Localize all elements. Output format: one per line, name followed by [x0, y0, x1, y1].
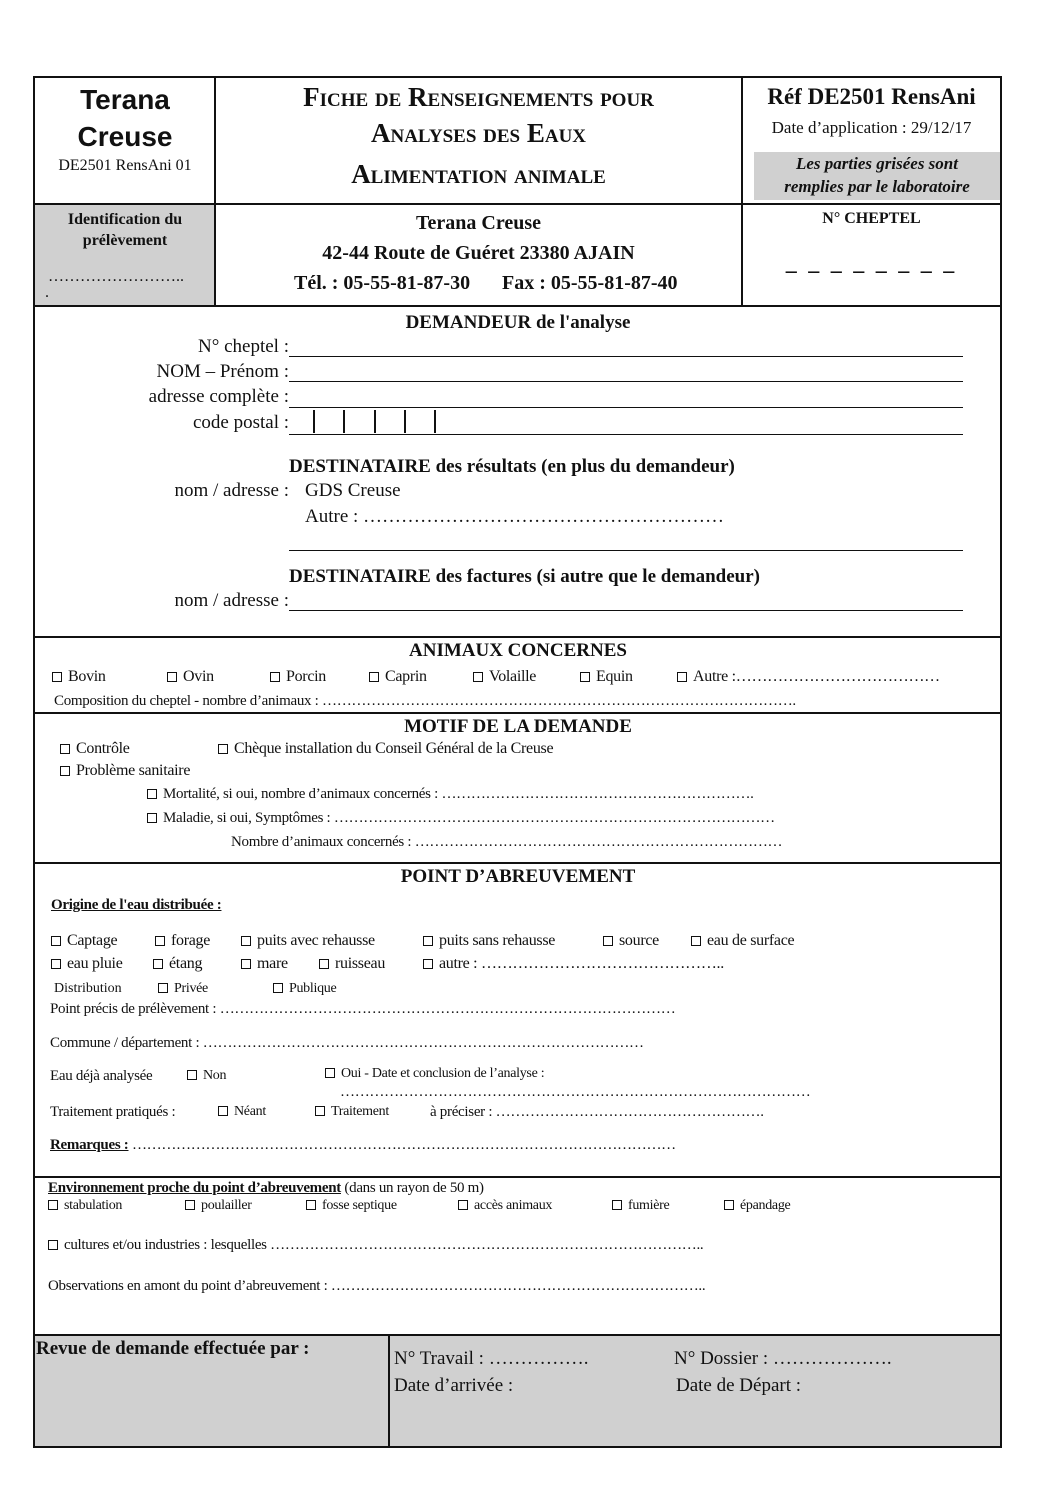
date-application: Date d’application : 29/12/17	[771, 118, 972, 137]
controle-checkbox[interactable]	[60, 744, 70, 754]
equin-checkbox[interactable]	[580, 672, 590, 682]
option-acces-animaux[interactable]: accès animaux	[458, 1198, 552, 1214]
option-volaille[interactable]: Volaille	[473, 668, 536, 686]
puits-sans-rehausse-checkbox[interactable]	[423, 936, 433, 946]
remarques-label: Remarques :	[50, 1137, 129, 1153]
environnement-title-bold: Environnement proche du point d’abreuvement	[48, 1180, 341, 1196]
motif-title: MOTIF DE LA DEMANDE	[404, 716, 632, 737]
demandeur-title-rest: de l'analyse	[531, 312, 631, 333]
org-code: DE2501 RensAni 01	[58, 157, 192, 174]
option-neant[interactable]: Néant	[218, 1104, 266, 1120]
revue-label: Revue de demande effectuée par :	[36, 1338, 310, 1359]
abreuvement-title: POINT D’ABREUVEMENT	[400, 866, 636, 887]
environnement-title-rest: (dans un rayon de 50 m)	[340, 1180, 484, 1196]
numero-dossier[interactable]: N° Dossier : ……………….	[674, 1348, 892, 1369]
code-postal-box-4	[404, 410, 406, 433]
form-title-line2: Analyses des Eaux	[370, 118, 587, 148]
traitement-checkbox[interactable]	[315, 1106, 325, 1116]
option-mortalite[interactable]: Mortalité, si oui, nombre d’animaux concernés : ……………………………………………………….	[147, 786, 754, 803]
option-cheque[interactable]: Chèque installation du Conseil Général de la Creuse	[218, 740, 553, 758]
lab-fax: Fax : 05-55-81-87-40	[502, 272, 678, 294]
cheptel-label-field: N° cheptel :	[198, 336, 289, 357]
lab-name: Terana Creuse	[416, 212, 541, 234]
option-cultures[interactable]: cultures et/ou industries : lesquelles ……………………………………………………………………………..	[48, 1237, 703, 1254]
volaille-checkbox[interactable]	[473, 672, 483, 682]
puits-rehausse-checkbox[interactable]	[241, 936, 251, 946]
demandeur-title	[35, 312, 1001, 334]
option-epandage[interactable]: épandage	[724, 1198, 790, 1214]
cheptel-blanks[interactable]: _ _ _ _ _ _ _ _	[785, 250, 958, 275]
code-postal-box-2	[343, 410, 345, 433]
autre-destinataire[interactable]: Autre : …………………………………………………	[305, 506, 725, 527]
caprin-checkbox[interactable]	[369, 672, 379, 682]
option-traitement[interactable]: Traitement	[315, 1104, 389, 1120]
nom-prenom-label: NOM – Prénom :	[156, 361, 289, 382]
non-checkbox[interactable]	[187, 1070, 197, 1080]
date-arrivee[interactable]: Date d’arrivée :	[394, 1375, 514, 1396]
option-forage[interactable]: forage	[155, 932, 210, 950]
remarques-dots: …………………………………………………………………………………………………	[128, 1137, 676, 1153]
adresse-field[interactable]	[289, 407, 963, 408]
nom-adresse2-label: nom / adresse :	[174, 590, 289, 611]
identification-label-line1: Identification du	[67, 211, 183, 228]
option-ovin[interactable]: Ovin	[167, 668, 214, 686]
option-autre-origine[interactable]: autre : ………………………………………..	[423, 955, 724, 973]
adresse-label: adresse complète :	[148, 386, 289, 407]
traitement-label: Traitement pratiqués :	[50, 1104, 176, 1120]
origine-label: Origine de l'eau distribuée :	[51, 897, 222, 913]
option-bovin[interactable]: Bovin	[52, 668, 106, 686]
stabulation-checkbox[interactable]	[48, 1200, 58, 1210]
option-captage[interactable]: Captage	[51, 932, 117, 950]
gds-creuse: GDS Creuse	[305, 480, 401, 501]
etang-checkbox[interactable]	[153, 959, 163, 969]
option-equin[interactable]: Equin	[580, 668, 633, 686]
acces-animaux-checkbox[interactable]	[458, 1200, 468, 1210]
commune-departement[interactable]: Commune / département : ………………………………………………………………………………	[50, 1035, 644, 1051]
composition-cheptel[interactable]: Composition du cheptel - nombre d’animaux : …………………………………………………………………………………….	[54, 693, 796, 709]
mortalite-checkbox[interactable]	[147, 789, 157, 799]
deja-analysee-label: Eau déjà analysée	[50, 1068, 153, 1084]
identification-dot: .	[45, 284, 49, 301]
dest-results-line[interactable]	[289, 550, 963, 551]
option-caprin[interactable]: Caprin	[369, 668, 427, 686]
code-postal-box-3	[374, 410, 376, 433]
option-eau-pluie[interactable]: eau pluie	[51, 955, 123, 973]
nom-prenom-field[interactable]	[289, 381, 963, 382]
option-puits-rehausse[interactable]: puits avec rehausse	[241, 932, 375, 950]
identification-label-line2: prélèvement	[82, 232, 168, 249]
code-postal-box-1	[313, 410, 315, 433]
animaux-title: ANIMAUX CONCERNES	[409, 640, 627, 661]
point-precis[interactable]: Point précis de prélèvement : …………………………………………………………………………………	[50, 1001, 676, 1017]
dest-factures-bold: DESTINATAIRE	[289, 566, 431, 587]
oui-dots[interactable]: ……………………………………………………………………………………	[340, 1084, 811, 1100]
eau-pluie-checkbox[interactable]	[51, 959, 61, 969]
distribution-label: Distribution	[54, 981, 122, 996]
identification-dots[interactable]: ……………………..	[48, 268, 184, 285]
mare-checkbox[interactable]	[241, 959, 251, 969]
option-stabulation[interactable]: stabulation	[48, 1198, 122, 1214]
demandeur-title-bold: DEMANDEUR	[405, 312, 532, 333]
option-source[interactable]: source	[603, 932, 659, 950]
dest-results-bold: DESTINATAIRE	[289, 456, 431, 477]
option-probleme[interactable]: Problème sanitaire	[60, 762, 190, 780]
fosse-septique-checkbox[interactable]	[306, 1200, 316, 1210]
environnement-title	[48, 1180, 484, 1197]
org-name-line1: Terana	[80, 84, 170, 115]
numero-travail[interactable]: N° Travail : …………….	[394, 1348, 589, 1369]
source-checkbox[interactable]	[603, 936, 613, 946]
ref-code: Réf DE2501 RensAni	[767, 84, 976, 109]
ruisseau-checkbox[interactable]	[319, 959, 329, 969]
publique-checkbox[interactable]	[273, 983, 283, 993]
forage-checkbox[interactable]	[155, 936, 165, 946]
grey-note-line2: remplies par le laboratoire	[784, 177, 970, 196]
cultures-checkbox[interactable]	[48, 1240, 58, 1250]
privee-checkbox[interactable]	[158, 983, 168, 993]
option-poulailler[interactable]: poulailler	[185, 1198, 252, 1214]
option-mare[interactable]: mare	[241, 955, 288, 973]
option-eau-surface[interactable]: eau de surface	[691, 932, 794, 950]
cheptel-label: N° CHEPTEL	[822, 210, 921, 227]
porcin-checkbox[interactable]	[270, 672, 280, 682]
dest-results-rest: des résultats (en plus du demandeur)	[430, 456, 735, 477]
fumiere-checkbox[interactable]	[612, 1200, 622, 1210]
grey-note-line1: Les parties grisées sont	[796, 154, 958, 173]
remarques[interactable]	[50, 1137, 676, 1154]
option-puits-sans-rehausse[interactable]: puits sans rehausse	[423, 932, 555, 950]
dest-factures-title	[289, 566, 760, 588]
cheque-checkbox[interactable]	[218, 744, 228, 754]
autre-checkbox[interactable]	[677, 672, 687, 682]
a-preciser[interactable]: à préciser : ……………………………………………….	[430, 1104, 764, 1120]
lab-address: 42-44 Route de Guéret 23380 AJAIN	[322, 242, 635, 264]
oui-checkbox[interactable]	[325, 1068, 335, 1078]
code-postal-field[interactable]	[289, 434, 963, 435]
option-ruisseau[interactable]: ruisseau	[319, 955, 385, 973]
option-oui[interactable]: Oui - Date et conclusion de l’analyse :	[325, 1066, 544, 1082]
dest-factures-rest: des factures (si autre que le demandeur)	[430, 566, 760, 587]
bovin-checkbox[interactable]	[52, 672, 62, 682]
nom-adresse-label: nom / adresse :	[174, 480, 289, 501]
option-autre[interactable]: Autre :…………………………………	[677, 668, 940, 686]
maladie-checkbox[interactable]	[147, 813, 157, 823]
code-postal-box-5	[434, 410, 436, 433]
dest-factures-field[interactable]	[289, 610, 963, 611]
option-fumiere[interactable]: fumière	[612, 1198, 669, 1214]
form-title-line1: Fiche de Renseignements pour	[303, 82, 654, 112]
form-title-line3: Alimentation animale	[351, 159, 606, 189]
nombre-animaux[interactable]: Nombre d’animaux concernés : …………………………………………………………………	[231, 834, 783, 850]
autre-origine-checkbox[interactable]	[423, 959, 433, 969]
epandage-checkbox[interactable]	[724, 1200, 734, 1210]
option-maladie[interactable]: Maladie, si oui, Symptômes : ………………………………………………………………………………	[147, 810, 775, 827]
option-etang[interactable]: étang	[153, 955, 202, 973]
option-porcin[interactable]: Porcin	[270, 668, 326, 686]
date-depart[interactable]: Date de Départ :	[676, 1375, 802, 1396]
option-privee[interactable]: Privée	[158, 981, 208, 997]
eau-surface-checkbox[interactable]	[691, 936, 701, 946]
option-controle[interactable]: Contrôle	[60, 740, 130, 758]
lab-tel: Tél. : 05-55-81-87-30	[294, 272, 471, 294]
option-non[interactable]: Non	[187, 1068, 226, 1084]
option-publique[interactable]: Publique	[273, 981, 336, 997]
dest-results-title	[289, 456, 735, 478]
ovin-checkbox[interactable]	[167, 672, 177, 682]
cheptel-field[interactable]	[289, 356, 963, 357]
org-name-line2: Creuse	[77, 121, 173, 152]
code-postal-label: code postal :	[192, 412, 289, 433]
probleme-checkbox[interactable]	[60, 766, 70, 776]
poulailler-checkbox[interactable]	[185, 1200, 195, 1210]
captage-checkbox[interactable]	[51, 936, 61, 946]
neant-checkbox[interactable]	[218, 1106, 228, 1116]
option-fosse-septique[interactable]: fosse septique	[306, 1198, 397, 1214]
observations-amont[interactable]: Observations en amont du point d’abreuvement : …………………………………………………………………..	[48, 1278, 706, 1294]
